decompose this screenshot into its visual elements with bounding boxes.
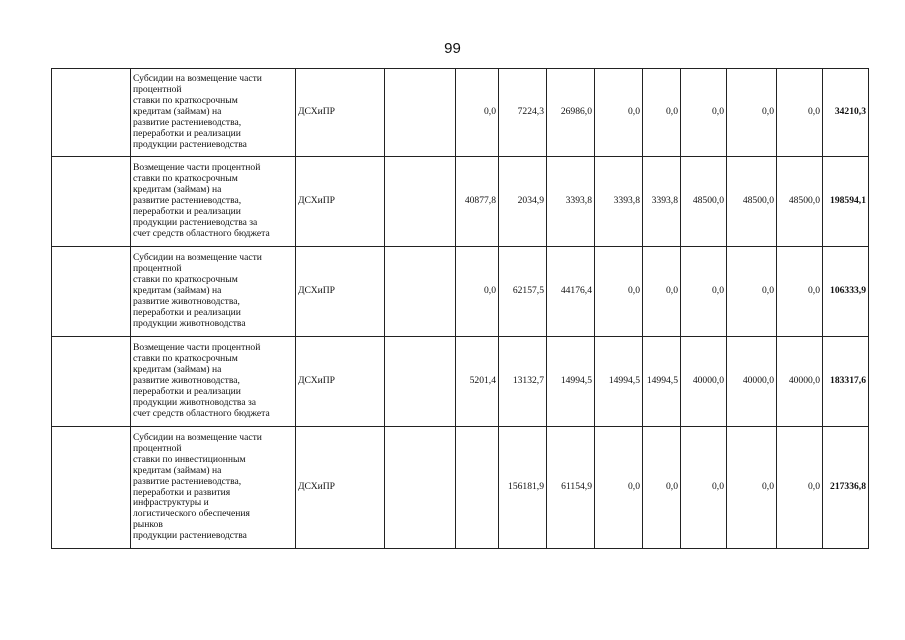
table-body bbox=[52, 69, 869, 549]
table-row bbox=[52, 427, 869, 549]
blank-cell bbox=[52, 69, 131, 157]
value-cell: 62157,5 bbox=[499, 247, 547, 337]
value-cell: 0,0 bbox=[727, 427, 777, 549]
value-cell bbox=[385, 337, 456, 427]
executor-cell: ДСХиПР bbox=[296, 337, 385, 427]
total-cell: 198594,1 bbox=[823, 157, 869, 247]
executor-cell: ДСХиПР bbox=[296, 157, 385, 247]
value-cell: 5201,4 bbox=[456, 337, 499, 427]
description-cell: Субсидии на возмещение части процентной ставки по краткосрочным кредитам (займам) на развитие животноводства, переработки и реализации продукции животноводства bbox=[131, 247, 296, 337]
table-row bbox=[52, 247, 869, 337]
value-cell: 0,0 bbox=[643, 427, 681, 549]
value-cell: 7224,3 bbox=[499, 69, 547, 157]
total-cell: 34210,3 bbox=[823, 69, 869, 157]
description-cell: Возмещение части процентной ставки по краткосрочным кредитам (займам) на развитие растениеводства, переработки и реализации продукции растениеводства за счет средств областного бюджета bbox=[131, 157, 296, 247]
executor-cell: ДСХиПР bbox=[296, 247, 385, 337]
description-cell: Субсидии на возмещение части процентной ставки по краткосрочным кредитам (займам) на развитие растениеводства, переработки и реализации продукции растениеводства bbox=[131, 69, 296, 157]
value-cell: 2034,9 bbox=[499, 157, 547, 247]
total-cell: 183317,6 bbox=[823, 337, 869, 427]
value-cell bbox=[456, 427, 499, 549]
value-cell: 0,0 bbox=[681, 247, 727, 337]
value-cell: 0,0 bbox=[643, 69, 681, 157]
value-cell: 0,0 bbox=[727, 247, 777, 337]
blank-cell bbox=[52, 427, 131, 549]
value-cell: 0,0 bbox=[681, 427, 727, 549]
value-cell: 0,0 bbox=[595, 247, 643, 337]
value-cell: 61154,9 bbox=[547, 427, 595, 549]
value-cell: 0,0 bbox=[643, 247, 681, 337]
value-cell bbox=[385, 247, 456, 337]
blank-cell bbox=[52, 247, 131, 337]
value-cell: 14994,5 bbox=[643, 337, 681, 427]
blank-cell bbox=[52, 337, 131, 427]
value-cell: 0,0 bbox=[777, 69, 823, 157]
value-cell: 48500,0 bbox=[681, 157, 727, 247]
page-number: 99 bbox=[444, 40, 461, 57]
blank-cell bbox=[52, 157, 131, 247]
table-row bbox=[52, 69, 869, 157]
value-cell: 40000,0 bbox=[681, 337, 727, 427]
description-cell: Возмещение части процентной ставки по краткосрочным кредитам (займам) на развитие животноводства, переработки и реализации продукции животноводства за счет средств областного бюджета bbox=[131, 337, 296, 427]
value-cell: 40877,8 bbox=[456, 157, 499, 247]
value-cell: 0,0 bbox=[681, 69, 727, 157]
value-cell: 3393,8 bbox=[547, 157, 595, 247]
total-cell: 217336,8 bbox=[823, 427, 869, 549]
value-cell: 14994,5 bbox=[547, 337, 595, 427]
value-cell: 13132,7 bbox=[499, 337, 547, 427]
table-row bbox=[52, 157, 869, 247]
value-cell: 156181,9 bbox=[499, 427, 547, 549]
total-cell: 106333,9 bbox=[823, 247, 869, 337]
value-cell bbox=[385, 427, 456, 549]
value-cell: 26986,0 bbox=[547, 69, 595, 157]
value-cell: 0,0 bbox=[727, 69, 777, 157]
value-cell bbox=[385, 69, 456, 157]
value-cell bbox=[385, 157, 456, 247]
value-cell: 0,0 bbox=[456, 247, 499, 337]
value-cell: 0,0 bbox=[595, 69, 643, 157]
executor-cell: ДСХиПР bbox=[296, 69, 385, 157]
value-cell: 0,0 bbox=[595, 427, 643, 549]
budget-table bbox=[51, 68, 869, 549]
executor-cell: ДСХиПР bbox=[296, 427, 385, 549]
value-cell: 3393,8 bbox=[643, 157, 681, 247]
description-cell: Субсидии на возмещение части процентной ставки по инвестиционным кредитам (займам) на развитие растениеводства, переработки и развития инфраструктуры и логистического обеспечения рынков продукции растениеводства bbox=[131, 427, 296, 549]
value-cell: 14994,5 bbox=[595, 337, 643, 427]
value-cell: 40000,0 bbox=[727, 337, 777, 427]
value-cell: 48500,0 bbox=[777, 157, 823, 247]
value-cell: 44176,4 bbox=[547, 247, 595, 337]
value-cell: 0,0 bbox=[456, 69, 499, 157]
value-cell: 3393,8 bbox=[595, 157, 643, 247]
table-row bbox=[52, 337, 869, 427]
value-cell: 48500,0 bbox=[727, 157, 777, 247]
value-cell: 40000,0 bbox=[777, 337, 823, 427]
value-cell: 0,0 bbox=[777, 427, 823, 549]
value-cell: 0,0 bbox=[777, 247, 823, 337]
